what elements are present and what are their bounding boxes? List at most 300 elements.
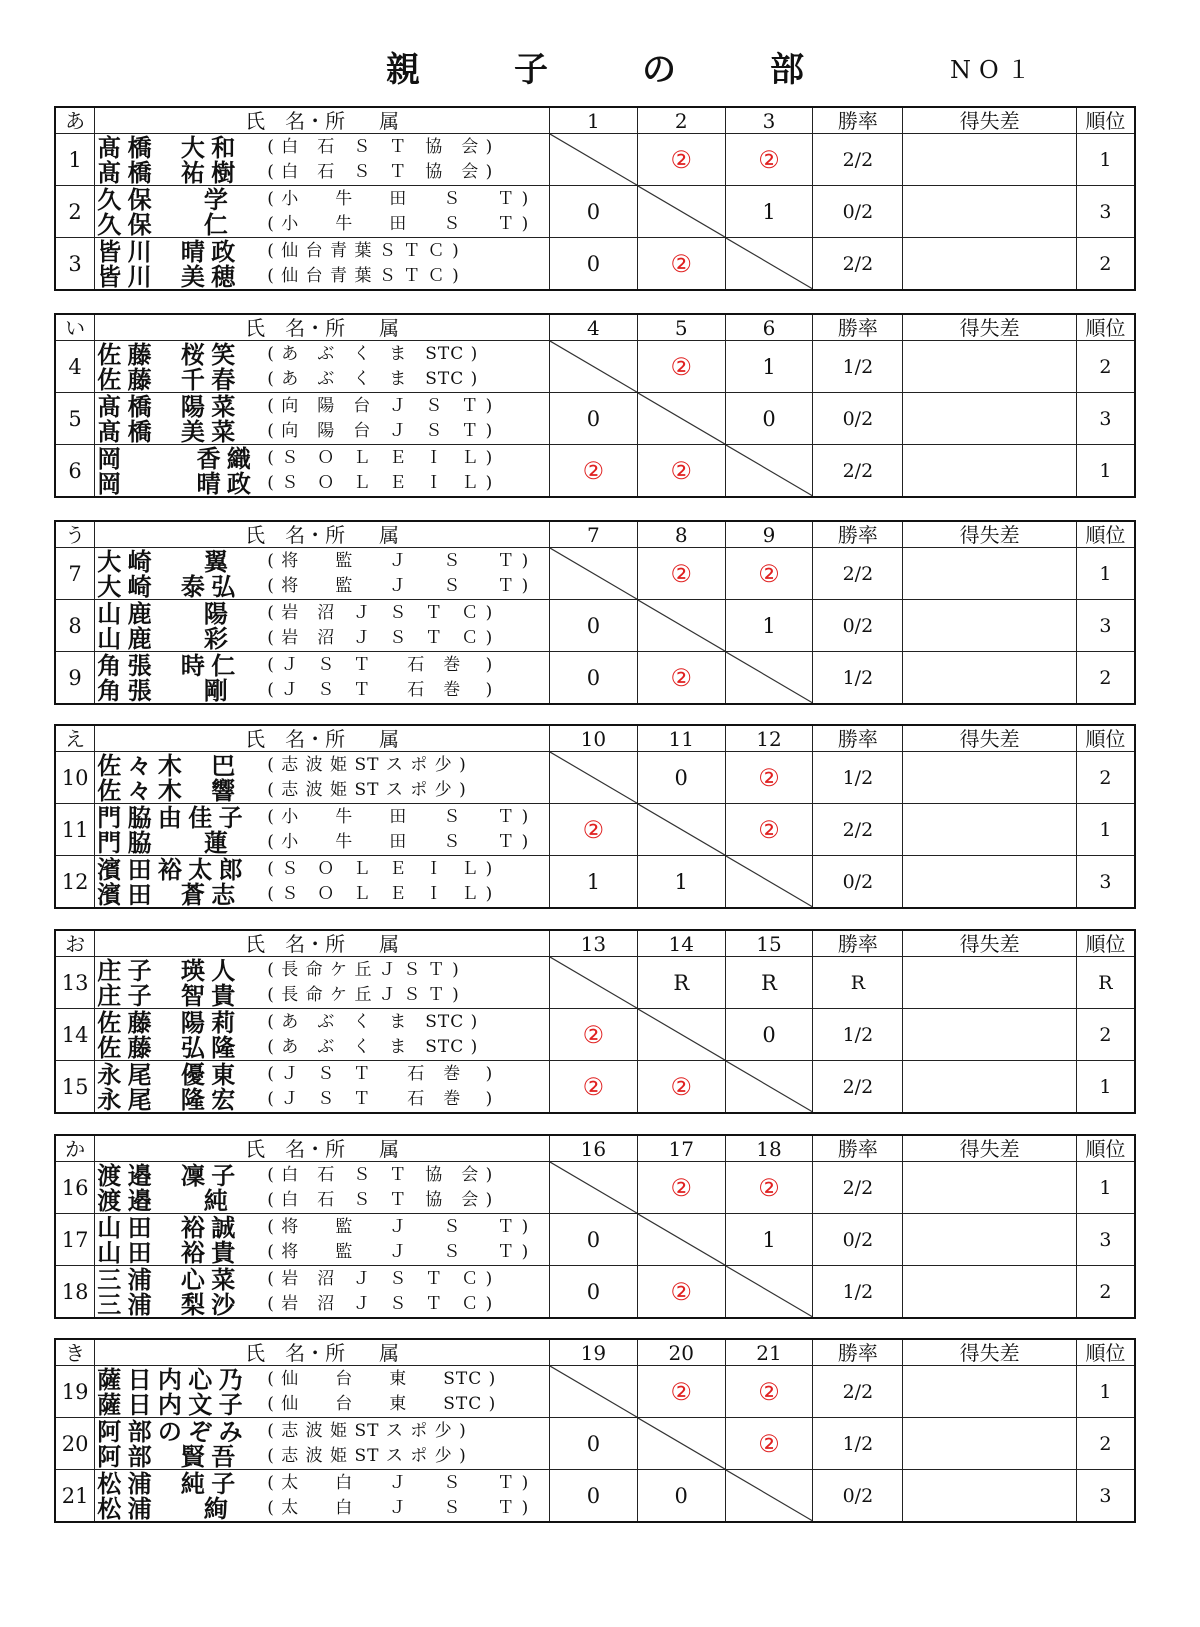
player-affiliation: ( 向 陽 台 Ｊ Ｓ Ｔ ) (267, 395, 494, 416)
player-pair-row (55, 393, 1135, 445)
player-line (95, 339, 549, 369)
player-line (95, 802, 549, 832)
player-affiliation: ( 長 命 ケ 丘 Ｊ Ｓ Ｔ ) (267, 959, 460, 980)
point-difference (903, 957, 1077, 1009)
match-score: ② (637, 1162, 725, 1214)
player-affiliation: ( 白 石 Ｓ Ｔ 協 会 ) (267, 136, 494, 157)
match-score: 1 (725, 600, 813, 652)
point-difference (903, 1009, 1077, 1061)
player-affiliation: ( 志 波 姫 ST ス ポ 少 ) (267, 1445, 467, 1466)
player-affiliation: ( 白 石 Ｓ Ｔ 協 会 ) (267, 161, 494, 182)
player-line (95, 1084, 549, 1114)
diagonal-line (726, 238, 813, 289)
player-name: 佐 藤 桜 笑 (97, 339, 235, 369)
player-line (95, 443, 549, 473)
rank: 2 (1076, 341, 1135, 393)
player-name: 山 鹿 陽 (97, 598, 227, 628)
point-difference (903, 1266, 1077, 1319)
diagonal-line (638, 1009, 725, 1060)
entry-number: 21 (55, 1470, 95, 1523)
diagonal-line (550, 341, 637, 392)
player-name: 松 浦 純 子 (97, 1468, 235, 1498)
opponent-column-header: 18 (725, 1135, 813, 1162)
point-difference (903, 600, 1077, 652)
name-affiliation-header (95, 107, 550, 134)
diagonal-line (638, 186, 725, 237)
pair-names-cell (95, 1214, 550, 1266)
match-score: ② (725, 1366, 813, 1418)
player-affiliation: ( 岩 沼 Ｊ Ｓ Ｔ Ｃ ) (267, 1293, 494, 1314)
pair-names-cell (95, 804, 550, 856)
self-match-diagonal (725, 652, 813, 705)
player-pair-row (55, 652, 1135, 705)
rank: 2 (1076, 752, 1135, 804)
player-name: 山 鹿 彩 (97, 623, 227, 653)
win-rate: 0/2 (813, 600, 903, 652)
match-score: ② (637, 652, 725, 705)
pair-names-cell (95, 1366, 550, 1418)
affiliation-header-text: 属 (379, 1340, 400, 1365)
diagonal-line (726, 856, 813, 907)
diagonal-line (638, 600, 725, 651)
group-header-row (55, 1339, 1135, 1366)
point-difference (903, 1418, 1077, 1470)
player-name: 薩 日 内 心 乃 (97, 1364, 242, 1394)
player-name: 皆 川 晴 政 (97, 236, 235, 266)
player-name: 佐 藤 陽 莉 (97, 1007, 235, 1037)
player-affiliation: ( 長 命 ケ 丘 Ｊ Ｓ Ｔ ) (267, 984, 460, 1005)
match-score: 0 (550, 1266, 638, 1319)
match-score: 1 (725, 1214, 813, 1266)
rank: 1 (1076, 1366, 1135, 1418)
group-label: お (55, 930, 95, 957)
affiliation-header-text: 属 (379, 1136, 400, 1161)
diagonal-line (726, 652, 813, 703)
rank: 3 (1076, 1470, 1135, 1523)
rate-header: 勝率 (813, 1339, 903, 1366)
opponent-column-header: 17 (637, 1135, 725, 1162)
player-name: 山 田 裕 誠 (97, 1212, 235, 1242)
rank: 3 (1076, 393, 1135, 445)
match-score: ② (725, 804, 813, 856)
player-name: 庄 子 瑛 人 (97, 955, 235, 985)
name-header-text: 氏 名・所 (245, 726, 346, 751)
group-header-row (55, 314, 1135, 341)
rank-header: 順位 (1076, 107, 1135, 134)
match-score: 1 (725, 341, 813, 393)
match-score: 0 (550, 1418, 638, 1470)
rank: 3 (1076, 856, 1135, 909)
player-name: 岡 晴 政 (97, 468, 250, 498)
point-difference (903, 804, 1077, 856)
opponent-column-header: 15 (725, 930, 813, 957)
self-match-diagonal (725, 1061, 813, 1114)
opponent-column-header: 6 (725, 314, 813, 341)
match-score: 0 (550, 393, 638, 445)
self-match-diagonal (550, 134, 638, 186)
entry-number: 16 (55, 1162, 95, 1214)
player-pair-row (55, 238, 1135, 291)
self-match-diagonal (637, 393, 725, 445)
player-line (95, 854, 549, 884)
group-table (54, 1338, 1136, 1523)
win-rate: 2/2 (813, 804, 903, 856)
player-affiliation: ( Ｊ Ｓ Ｔ 石 巻 ) (267, 1063, 494, 1084)
player-affiliation: ( Ｊ Ｓ Ｔ 石 巻 ) (267, 679, 494, 700)
match-score: ② (637, 341, 725, 393)
player-name: 三 浦 梨 沙 (97, 1289, 235, 1319)
diagonal-line (550, 134, 637, 185)
name-affiliation-header (95, 314, 550, 341)
player-affiliation: ( 志 波 姫 ST ス ポ 少 ) (267, 1420, 467, 1441)
win-rate: 1/2 (813, 752, 903, 804)
group-table (54, 929, 1136, 1114)
player-line (95, 546, 549, 576)
diff-header: 得失差 (903, 314, 1077, 341)
player-line (95, 261, 549, 291)
player-pair-row (55, 1266, 1135, 1319)
name-affiliation-header (95, 930, 550, 957)
diff-header: 得失差 (903, 521, 1077, 548)
opponent-column-header: 16 (550, 1135, 638, 1162)
diagonal-line (638, 393, 725, 444)
entry-number: 7 (55, 548, 95, 600)
rank: 2 (1076, 238, 1135, 291)
opponent-column-header: 13 (550, 930, 638, 957)
player-name: 庄 子 智 貴 (97, 980, 235, 1010)
pair-names-cell (95, 445, 550, 498)
entry-number: 17 (55, 1214, 95, 1266)
group-header-row (55, 725, 1135, 752)
opponent-column-header: 12 (725, 725, 813, 752)
point-difference (903, 134, 1077, 186)
player-line (95, 236, 549, 266)
player-name: 山 田 裕 貴 (97, 1237, 235, 1267)
self-match-diagonal (637, 600, 725, 652)
name-header-text: 氏 名・所 (245, 1340, 346, 1365)
opponent-column-header: 11 (637, 725, 725, 752)
diagonal-line (638, 804, 725, 855)
player-affiliation: ( 仙 台 東 STC ) (267, 1368, 497, 1389)
group-table (54, 106, 1136, 291)
group-label: あ (55, 107, 95, 134)
point-difference (903, 341, 1077, 393)
rank: 2 (1076, 1009, 1135, 1061)
player-affiliation: ( Ｓ Ｏ Ｌ Ｅ Ｉ Ｌ ) (267, 472, 494, 493)
player-line (95, 1237, 549, 1267)
match-score: ② (550, 445, 638, 498)
match-score: 0 (725, 393, 813, 445)
entry-number: 8 (55, 600, 95, 652)
name-header-text: 氏 名・所 (245, 315, 346, 340)
diagonal-line (550, 752, 637, 803)
group-table (54, 724, 1136, 909)
player-line (95, 827, 549, 857)
affiliation-header-text: 属 (379, 522, 400, 547)
opponent-column-header: 10 (550, 725, 638, 752)
diagonal-line (550, 957, 637, 1008)
self-match-diagonal (725, 1470, 813, 1523)
match-score: ② (725, 1162, 813, 1214)
win-rate: 2/2 (813, 445, 903, 498)
rank: 1 (1076, 804, 1135, 856)
player-affiliation: ( 小 牛 田 Ｓ Ｔ ) (267, 831, 530, 852)
entry-number: 5 (55, 393, 95, 445)
diagonal-line (726, 1470, 813, 1521)
diagonal-line (550, 1162, 637, 1213)
diff-header: 得失差 (903, 930, 1077, 957)
rank-header: 順位 (1076, 930, 1135, 957)
match-score: ② (550, 1009, 638, 1061)
opponent-column-header: 14 (637, 930, 725, 957)
match-score: 1 (550, 856, 638, 909)
match-score: ② (637, 445, 725, 498)
self-match-diagonal (725, 238, 813, 291)
affiliation-header-text: 属 (379, 315, 400, 340)
group-table (54, 313, 1136, 498)
player-affiliation: ( 小 牛 田 Ｓ Ｔ ) (267, 213, 530, 234)
point-difference (903, 1162, 1077, 1214)
player-line (95, 1212, 549, 1242)
match-score: R (725, 957, 813, 1009)
affiliation-header-text: 属 (379, 931, 400, 956)
player-name: 髙 橋 大 和 (97, 132, 235, 162)
player-affiliation: ( 岩 沼 Ｊ Ｓ Ｔ Ｃ ) (267, 627, 494, 648)
player-name: 阿 部 賢 吾 (97, 1441, 235, 1471)
win-rate: 2/2 (813, 1061, 903, 1114)
opponent-column-header: 19 (550, 1339, 638, 1366)
player-name: 大 崎 泰 弘 (97, 571, 235, 601)
opponent-column-header: 21 (725, 1339, 813, 1366)
self-match-diagonal (637, 1009, 725, 1061)
player-affiliation: ( 白 石 Ｓ Ｔ 協 会 ) (267, 1189, 494, 1210)
player-affiliation: ( 志 波 姫 ST ス ポ 少 ) (267, 754, 467, 775)
self-match-diagonal (637, 804, 725, 856)
win-rate: 1/2 (813, 1418, 903, 1470)
player-name: 門 脇 由 佳 子 (97, 802, 242, 832)
player-name: 門 脇 蓮 (97, 827, 227, 857)
affiliation-header-text: 属 (379, 726, 400, 751)
affiliation-header-text: 属 (379, 108, 400, 133)
point-difference (903, 856, 1077, 909)
diagonal-line (726, 445, 813, 496)
self-match-diagonal (725, 856, 813, 909)
win-rate: 0/2 (813, 393, 903, 445)
point-difference (903, 238, 1077, 291)
player-pair-row (55, 1061, 1135, 1114)
rank-header: 順位 (1076, 725, 1135, 752)
diff-header: 得失差 (903, 725, 1077, 752)
diagonal-line (550, 548, 637, 599)
win-rate: 0/2 (813, 1214, 903, 1266)
player-name: 松 浦 絢 (97, 1493, 227, 1523)
match-score: ② (637, 1061, 725, 1114)
player-pair-row (55, 856, 1135, 909)
group-table (54, 1134, 1136, 1319)
diff-header: 得失差 (903, 1339, 1077, 1366)
self-match-diagonal (550, 1366, 638, 1418)
group-header-row (55, 1135, 1135, 1162)
rate-header: 勝率 (813, 107, 903, 134)
page-number: NO１ (950, 56, 1039, 84)
point-difference (903, 186, 1077, 238)
player-affiliation: ( Ｓ Ｏ Ｌ Ｅ Ｉ Ｌ ) (267, 883, 494, 904)
player-name: 久 保 仁 (97, 209, 227, 239)
win-rate: 2/2 (813, 548, 903, 600)
match-score: ② (637, 1366, 725, 1418)
player-name: 皆 川 美 穂 (97, 261, 235, 291)
opponent-column-header: 8 (637, 521, 725, 548)
rank: 1 (1076, 548, 1135, 600)
player-line (95, 1007, 549, 1037)
player-name: 渡 邉 純 (97, 1185, 227, 1215)
player-line (95, 1032, 549, 1062)
self-match-diagonal (637, 186, 725, 238)
player-affiliation: ( 将 監 Ｊ Ｓ Ｔ ) (267, 550, 530, 571)
player-affiliation: ( Ｊ Ｓ Ｔ 石 巻 ) (267, 1088, 494, 1109)
player-pair-row (55, 804, 1135, 856)
player-name: 角 張 時 仁 (97, 650, 235, 680)
entry-number: 18 (55, 1266, 95, 1319)
pair-names-cell (95, 1061, 550, 1114)
pair-names-cell (95, 652, 550, 705)
player-affiliation: ( Ｓ Ｏ Ｌ Ｅ Ｉ Ｌ ) (267, 858, 494, 879)
match-score: ② (637, 548, 725, 600)
player-line (95, 980, 549, 1010)
player-affiliation: ( 将 監 Ｊ Ｓ Ｔ ) (267, 1241, 530, 1262)
player-affiliation: ( Ｊ Ｓ Ｔ 石 巻 ) (267, 654, 494, 675)
diff-header: 得失差 (903, 1135, 1077, 1162)
match-score: 0 (637, 752, 725, 804)
player-affiliation: ( 太 白 Ｊ Ｓ Ｔ ) (267, 1472, 530, 1493)
match-score: ② (637, 238, 725, 291)
self-match-diagonal (550, 341, 638, 393)
player-line (95, 1493, 549, 1523)
player-pair-row (55, 1214, 1135, 1266)
player-line (95, 364, 549, 394)
group-header-row (55, 107, 1135, 134)
group-label: え (55, 725, 95, 752)
entry-number: 20 (55, 1418, 95, 1470)
player-affiliation: ( 岩 沼 Ｊ Ｓ Ｔ Ｃ ) (267, 602, 494, 623)
player-name: 佐 々 木 巴 (97, 750, 235, 780)
group-header-row (55, 521, 1135, 548)
player-name: 佐 藤 千 春 (97, 364, 235, 394)
rate-header: 勝率 (813, 1135, 903, 1162)
player-line (95, 571, 549, 601)
point-difference (903, 1061, 1077, 1114)
player-affiliation: ( 小 牛 田 Ｓ Ｔ ) (267, 188, 530, 209)
player-line (95, 1389, 549, 1419)
player-name: 久 保 学 (97, 184, 227, 214)
entry-number: 15 (55, 1061, 95, 1114)
rank: 3 (1076, 1214, 1135, 1266)
pair-names-cell (95, 548, 550, 600)
self-match-diagonal (550, 752, 638, 804)
win-rate: 0/2 (813, 1470, 903, 1523)
player-affiliation: ( 太 白 Ｊ Ｓ Ｔ ) (267, 1497, 530, 1518)
player-name: 大 崎 翼 (97, 546, 227, 576)
player-name: 濱 田 蒼 志 (97, 879, 235, 909)
name-affiliation-header (95, 725, 550, 752)
player-name: 永 尾 隆 宏 (97, 1084, 235, 1114)
match-score: 0 (550, 600, 638, 652)
player-name: 角 張 剛 (97, 675, 227, 705)
match-score: ② (725, 752, 813, 804)
point-difference (903, 1470, 1077, 1523)
rank: 1 (1076, 445, 1135, 498)
entry-number: 12 (55, 856, 95, 909)
player-line (95, 675, 549, 705)
entry-number: 14 (55, 1009, 95, 1061)
entry-number: 6 (55, 445, 95, 498)
match-score: ② (550, 804, 638, 856)
rank: 1 (1076, 1162, 1135, 1214)
point-difference (903, 393, 1077, 445)
player-pair-row (55, 548, 1135, 600)
player-line (95, 955, 549, 985)
rate-header: 勝率 (813, 725, 903, 752)
group-label: い (55, 314, 95, 341)
rank-header: 順位 (1076, 1135, 1135, 1162)
player-name: 佐 々 木 響 (97, 775, 235, 805)
diagonal-line (726, 1061, 813, 1112)
pair-names-cell (95, 856, 550, 909)
win-rate: 1/2 (813, 1266, 903, 1319)
point-difference (903, 1366, 1077, 1418)
player-line (95, 1185, 549, 1215)
point-difference (903, 1214, 1077, 1266)
pair-names-cell (95, 1009, 550, 1061)
entry-number: 10 (55, 752, 95, 804)
player-line (95, 879, 549, 909)
player-line (95, 1059, 549, 1089)
win-rate: 2/2 (813, 1162, 903, 1214)
match-score: 0 (550, 186, 638, 238)
player-name: 永 尾 優 東 (97, 1059, 235, 1089)
player-name: 渡 邉 凜 子 (97, 1160, 235, 1190)
player-line (95, 1416, 549, 1446)
entry-number: 3 (55, 238, 95, 291)
opponent-column-header: 2 (637, 107, 725, 134)
group-label: う (55, 521, 95, 548)
opponent-column-header: 4 (550, 314, 638, 341)
win-rate: 1/2 (813, 341, 903, 393)
rank-header: 順位 (1076, 314, 1135, 341)
match-score: ② (725, 134, 813, 186)
name-affiliation-header (95, 521, 550, 548)
player-affiliation: ( 将 監 Ｊ Ｓ Ｔ ) (267, 1216, 530, 1237)
rank: 2 (1076, 1266, 1135, 1319)
rank: 1 (1076, 134, 1135, 186)
entry-number: 2 (55, 186, 95, 238)
entry-number: 4 (55, 341, 95, 393)
player-pair-row (55, 600, 1135, 652)
player-affiliation: ( 仙 台 青 葉 Ｓ Ｔ Ｃ ) (267, 240, 460, 261)
win-rate: 2/2 (813, 238, 903, 291)
rate-header: 勝率 (813, 314, 903, 341)
player-line (95, 1160, 549, 1190)
player-line (95, 132, 549, 162)
name-header-text: 氏 名・所 (245, 1136, 346, 1161)
diagonal-line (638, 1214, 725, 1265)
player-line (95, 650, 549, 680)
diagonal-line (550, 1366, 637, 1417)
player-name: 岡 香 織 (97, 443, 250, 473)
match-score: 0 (550, 238, 638, 291)
rank: 2 (1076, 652, 1135, 705)
win-rate: 2/2 (813, 1366, 903, 1418)
